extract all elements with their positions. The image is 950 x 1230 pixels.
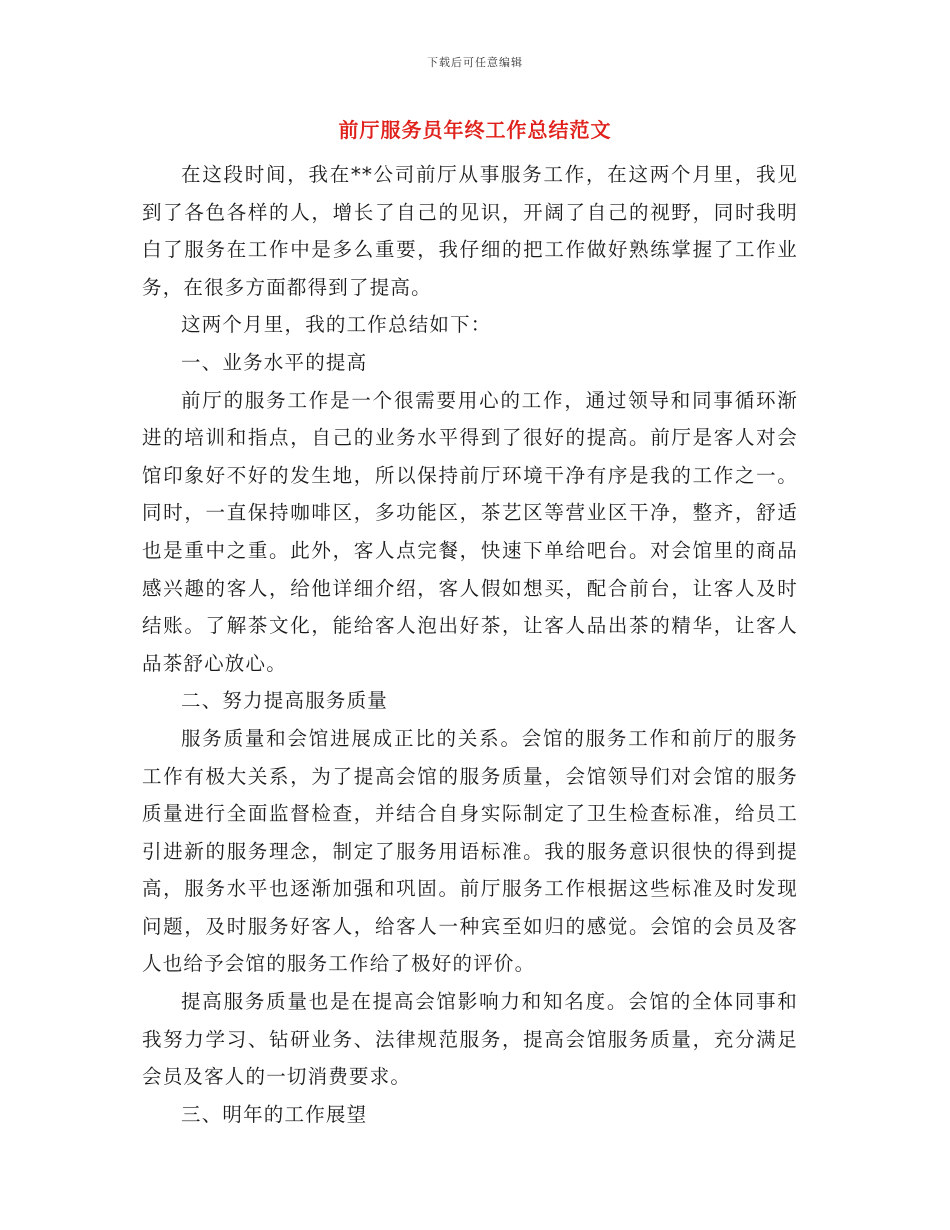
section-heading-1: 一、业务水平的提高 <box>181 350 368 374</box>
paragraph-section-2: 服务质量和会馆进展成正比的关系。会馆的服务工作和前厅的服务工作有极大关系，为了提高会馆的服务质量，会馆领导们对会馆的服务质量进行全面监督检查，并结合自身实际制定了卫生检查标准，给员工引进新的服务理念，制定了服务用语标准。我的服务意识很快的得到提高，服务水平也逐渐加强和巩固。前厅服务工作根据这些标准及时发现问题，及时服务好客人，给客人一种宾至如归的感觉。会馆的会员及客人也给予会馆的服务工作给了极好的评价。 <box>142 726 798 976</box>
paragraph-summary-lead: 这两个月里，我的工作总结如下： <box>181 313 492 337</box>
section-heading-2: 二、努力提高服务质量 <box>181 689 389 713</box>
paragraph-intro: 在这段时间，我在**公司前厅从事服务工作，在这两个月里，我见到了各色各样的人，增长了自己的见识，开阔了自己的视野，同时我明白了服务在工作中是多么重要，我仔细的把工作做好熟练掌握了工作业务，在很多方面都得到了提高。 <box>142 163 798 299</box>
header-note: 下载后可任意编辑 <box>427 56 523 69</box>
document-body <box>142 156 798 1133</box>
section-heading-3: 三、明年的工作展望 <box>181 1102 368 1126</box>
paragraph-section-2b: 提高服务质量也是在提高会馆影响力和知名度。会馆的全体同事和我努力学习、钻研业务、法律规范服务，提高会馆服务质量，充分满足会员及客人的一切消费要求。 <box>142 990 798 1089</box>
paragraph-section-1: 前厅的服务工作是一个很需要用心的工作，通过领导和同事循环渐进的培训和指点，自己的业务水平得到了很好的提高。前厅是客人对会馆印象好不好的发生地，所以保持前厅环境干净有序是我的工作之一。同时，一直保持咖啡区，多功能区，茶艺区等营业区干净，整齐，舒适也是重中之重。此外，客人点完餐，快速下单给吧台。对会馆里的商品感兴趣的客人，给他详细介绍，客人假如想买，配合前台，让客人及时结账。了解茶文化，能给客人泡出好茶，让客人品出茶的精华，让客人品茶舒心放心。 <box>142 388 798 675</box>
document-title: 前厅服务员年终工作总结范文 <box>338 118 612 142</box>
